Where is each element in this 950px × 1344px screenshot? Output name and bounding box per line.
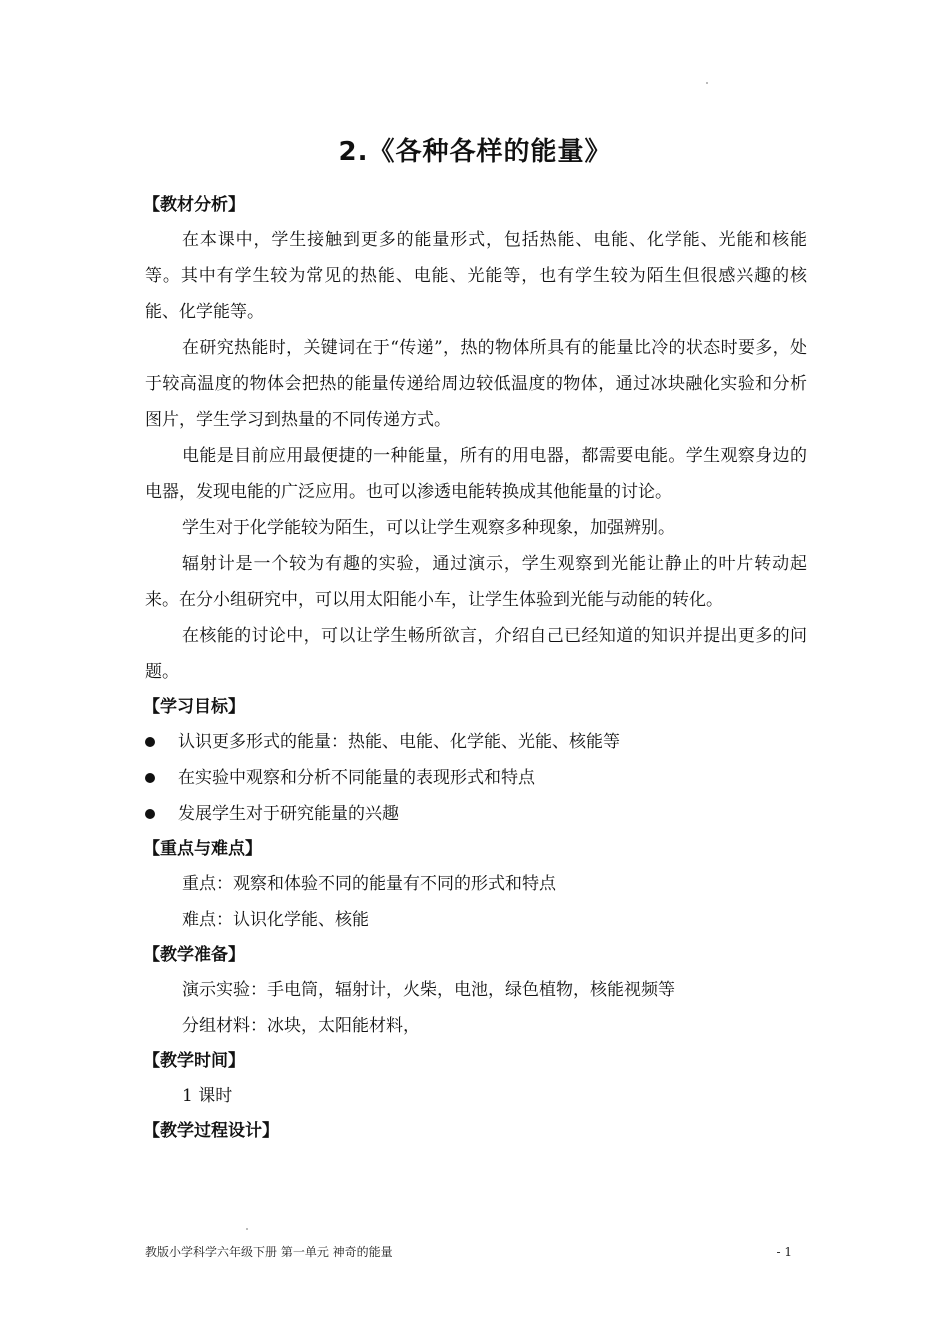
- bullet-icon: [145, 773, 155, 783]
- preparation-line: 演示实验：手电筒，辐射计，火柴，电池，绿色植物，核能视频等: [182, 980, 675, 1000]
- key-point-line: 重点：观察和体验不同的能量有不同的形式和特点: [182, 874, 556, 894]
- objective-item: [145, 760, 807, 796]
- time-line: 1 课时: [182, 1086, 233, 1106]
- analysis-paragraph: 在研究热能时，关键词在于“传递”，热的物体所具有的能量比冷的状态时要多，处于较高温度的物体会把热的能量传递给周边较低温度的物体，通过冰块融化实验和分析图片，学生学习到热量的不同传递方式。: [145, 338, 807, 430]
- analysis-paragraph: 辐射计是一个较为有趣的实验，通过演示，学生观察到光能让静止的叶片转动起来。在分小组研究中，可以用太阳能小车，让学生体验到光能与动能的转化。: [145, 554, 807, 610]
- objective-item: [145, 796, 807, 832]
- objective-text: 发展学生对于研究能量的兴趣: [178, 804, 399, 824]
- bullet-icon: [145, 737, 155, 747]
- bullet-icon: [145, 809, 155, 819]
- section-heading-preparation: 【教学准备】: [143, 945, 245, 965]
- section-heading-key-points: 【重点与难点】: [143, 839, 262, 859]
- objective-text: 在实验中观察和分析不同能量的表现形式和特点: [178, 768, 535, 788]
- document-body: [145, 188, 807, 1148]
- objective-text: 认识更多形式的能量：热能、电能、化学能、光能、核能等: [178, 732, 620, 752]
- analysis-paragraph: 在本课中，学生接触到更多的能量形式，包括热能、电能、化学能、光能和核能等。其中有学生较为常见的热能、电能、光能等，也有学生较为陌生但很感兴趣的核能、化学能等。: [145, 230, 807, 322]
- analysis-paragraph: 学生对于化学能较为陌生，可以让学生观察多种现象，加强辨别。: [182, 518, 675, 538]
- scan-speck: [246, 1228, 248, 1230]
- page-number: - 1: [776, 1245, 792, 1259]
- page-footer-title: 教版小学科学六年级下册 第一单元 神奇的能量: [145, 1245, 393, 1259]
- section-heading-process: 【教学过程设计】: [143, 1121, 279, 1141]
- preparation-line: 分组材料：冰块，太阳能材料，: [182, 1016, 420, 1036]
- section-heading-objectives: 【学习目标】: [143, 697, 245, 717]
- analysis-paragraph: 电能是目前应用最便捷的一种能量，所有的用电器，都需要电能。学生观察身边的电器，发现电能的广泛应用。也可以渗透电能转换成其他能量的讨论。: [145, 446, 807, 502]
- scan-speck: [706, 82, 708, 84]
- analysis-paragraph: 在核能的讨论中，可以让学生畅所欲言，介绍自己已经知道的知识并提出更多的问题。: [145, 626, 807, 682]
- document-title: 2.《各种各样的能量》: [338, 137, 612, 167]
- section-heading-analysis: 【教材分析】: [143, 195, 245, 215]
- objective-item: [145, 724, 807, 760]
- section-heading-time: 【教学时间】: [143, 1051, 245, 1071]
- difficulty-line: 难点：认识化学能、核能: [182, 910, 369, 930]
